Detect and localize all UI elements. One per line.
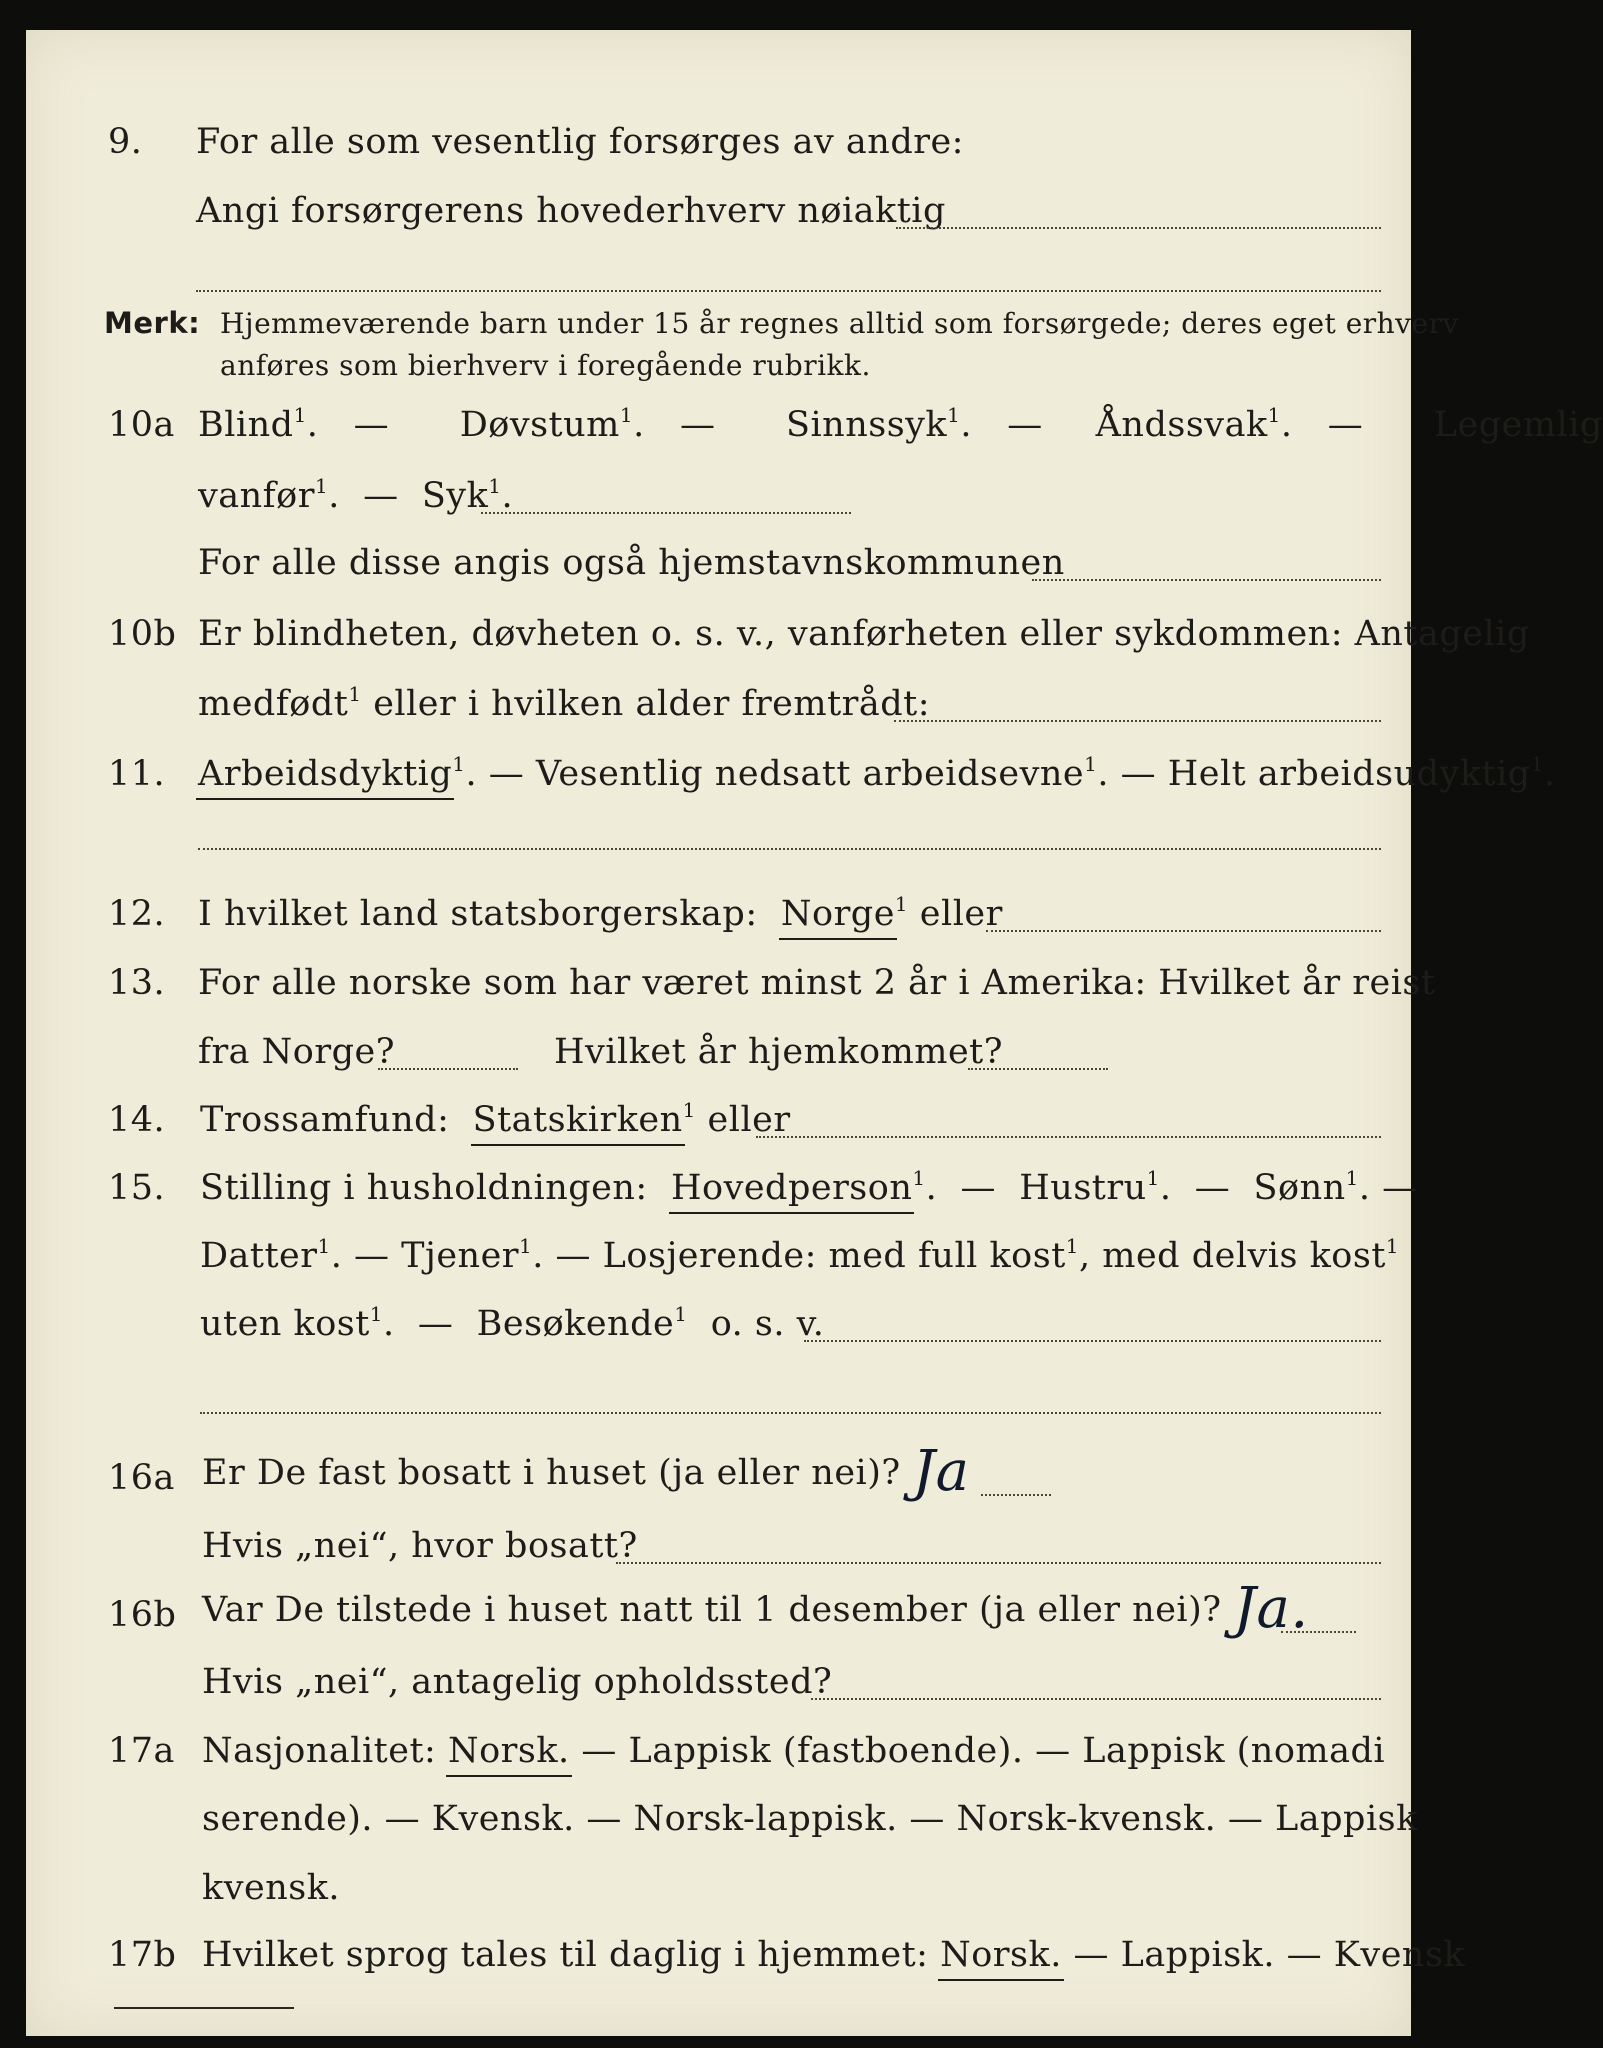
question-10b-line-2: [26, 666, 1411, 736]
question-number: 17a: [108, 1731, 175, 1771]
question-9-line-2: [26, 173, 1411, 243]
question-text: Arbeidsdyktig$^1$. — Vesentlig nedsatt arbeidsevne$^1$. — Helt arbeidsudyktig$^1$.: [198, 752, 1556, 794]
answer-line[interactable]: [811, 1698, 1381, 1700]
question-text: For alle som vesentlig forsørges av andre:: [196, 122, 964, 162]
option-syk[interactable]: Syk: [421, 476, 489, 516]
question-number: 14.: [108, 1100, 166, 1140]
question-text: serende). — Kvensk. — Norsk-lappisk. — Norsk-kvensk. — Lappisk: [202, 1799, 1418, 1839]
question-16b-line-2: [26, 1644, 1411, 1714]
answer-line[interactable]: [986, 930, 1381, 932]
answer-line[interactable]: [616, 1562, 1381, 1564]
question-17a-line-3: [26, 1850, 1411, 1920]
option-datter[interactable]: Datter: [200, 1236, 318, 1276]
question-14-line: [26, 1082, 1411, 1152]
answer-line[interactable]: [894, 720, 1381, 722]
merk-note-line-2: [26, 324, 1411, 394]
question-label: Nasjonalitet:: [202, 1731, 437, 1771]
question-16a-line-2: [26, 1508, 1411, 1578]
question-15-answer-line: [26, 1358, 1411, 1428]
footnote-mark: 1: [314, 474, 329, 498]
option-losjerende-full[interactable]: Losjerende: med full kost: [602, 1236, 1066, 1276]
question-label: Hvilket sprog tales til daglig i hjemmet:: [202, 1935, 929, 1975]
question-text: For alle norske som har været minst 2 år i Amerika: Hvilket år reist: [198, 963, 1436, 1003]
question-number: 12.: [108, 894, 166, 934]
footnote-mark: 1: [317, 1234, 331, 1258]
footnote-separator: [114, 2007, 294, 2009]
answer-line[interactable]: [981, 1494, 1051, 1496]
question-number: 10b: [108, 614, 177, 654]
question-label: I hvilket land statsborgerskap:: [198, 894, 758, 934]
question-text: Hvilket år hjemkommet?: [554, 1032, 1004, 1072]
question-text: For alle disse angis også hjemstavnskommunen: [198, 543, 1065, 583]
footnote-mark: 1: [369, 1302, 384, 1326]
footnote-mark: 1: [1146, 1166, 1160, 1190]
question-number: 16b: [108, 1595, 177, 1635]
question-number: 9.: [108, 122, 143, 162]
question-11-answer-line: [26, 794, 1411, 864]
question-text: vanfør$^1$. — Syk$^1$.: [198, 474, 514, 516]
footnote-mark: 1: [894, 892, 909, 916]
footnote-mark: 1: [1267, 403, 1281, 427]
question-15-line-1: [26, 1150, 1418, 1220]
question-text: [202, 1935, 1466, 1975]
question-number: 13.: [108, 963, 166, 1003]
footnote-mark: 1: [674, 1302, 688, 1326]
answer-line[interactable]: [804, 1340, 1381, 1342]
option-uten-kost[interactable]: uten kost: [200, 1304, 370, 1344]
question-text: Hvis „nei“, antagelig opholdssted?: [202, 1662, 833, 1702]
eller-label: eller: [919, 894, 1003, 934]
question-10a-line-3: [26, 525, 1411, 595]
option-andssvak[interactable]: Åndssvak: [1095, 405, 1268, 445]
question-16a-line-1: [26, 1440, 1411, 1510]
question-17a-line-2: [26, 1781, 1418, 1851]
question-label: Er De fast bosatt i huset (ja eller nei)?: [202, 1453, 901, 1493]
footnote-mark: 1: [1065, 1234, 1080, 1258]
merk-text: Hjemmeværende barn under 15 år regnes alltid som forsørgede; deres eget erhverv: [220, 307, 1459, 340]
option-blind[interactable]: Blind: [198, 405, 294, 445]
question-label: Trossamfund:: [200, 1100, 450, 1140]
footnote-mark: 1: [452, 752, 466, 776]
question-10b-line-1: [26, 596, 1530, 666]
question-label: Var De tilstede i huset natt til 1 desember (ja eller nei)?: [202, 1590, 1222, 1630]
question-text: [200, 1100, 1381, 1140]
question-text: uten kost$^1$. — Besøkende$^1$ o. s. v.: [200, 1302, 825, 1344]
footnote-mark: 1: [488, 474, 502, 498]
question-text: [202, 1731, 1411, 1771]
option-medfodt[interactable]: medfødt: [198, 684, 349, 724]
question-10a-line-1: [26, 387, 1603, 457]
option-dovstum[interactable]: Døvstum: [459, 405, 620, 445]
option-arbeidsdyktig-selected[interactable]: Arbeidsdyktig: [198, 754, 453, 794]
question-15-line-2: [26, 1218, 1411, 1288]
question-text: [198, 684, 1381, 724]
option-norsk-selected[interactable]: Norsk.: [940, 1935, 1062, 1975]
merk-text: anføres som bierhverv i foregående rubrikk.: [220, 349, 871, 382]
footnote-mark: 1: [1530, 752, 1544, 776]
option-statskirken-selected[interactable]: Statskirken: [472, 1100, 683, 1140]
handwritten-answer[interactable]: Ja.: [1233, 1576, 1309, 1641]
question-text-rest: eller i hvilken alder fremtrådt:: [373, 684, 931, 724]
question-17b-line: [26, 1917, 1466, 1987]
question-text: Blind$^1$. — Døvstum$^1$. — Sinnssyk$^1$. — Åndssvak$^1$. — Legemlig: [198, 403, 1603, 445]
answer-line[interactable]: [756, 1136, 1381, 1138]
option-norge-selected[interactable]: Norge: [780, 894, 895, 934]
option-sinnssyk[interactable]: Sinnssyk: [785, 405, 948, 445]
question-text: [198, 894, 1381, 934]
option-vanfor[interactable]: vanfør: [198, 476, 315, 516]
footnote-mark: 1: [519, 1234, 533, 1258]
osv-label: o. s. v.: [710, 1304, 825, 1344]
question-text: [202, 1433, 1381, 1504]
footnote-mark: 1: [293, 403, 307, 427]
options-rest: — Lappisk (fastboende). — Lappisk (nomadi: [581, 1731, 1386, 1771]
option-hustru[interactable]: Hustru: [1019, 1168, 1147, 1208]
question-text: Stilling i husholdningen: Hovedperson$^1$. — Hustru$^1$. — Sønn$^1$. —: [200, 1166, 1418, 1208]
option-nedsatt[interactable]: Vesentlig nedsatt arbeidsevne: [535, 754, 1085, 794]
question-15-line-3: [26, 1286, 1411, 1356]
question-17a-line-1: [26, 1713, 1411, 1783]
merk-label: Merk:: [104, 306, 201, 340]
handwritten-answer[interactable]: Ja: [912, 1439, 970, 1504]
footnote-mark: 1: [348, 682, 362, 706]
options-rest: — Lappisk. — Kvensk: [1073, 1935, 1466, 1975]
question-13-line-1: [26, 945, 1436, 1015]
answer-line[interactable]: [198, 848, 1381, 850]
footnote-mark: 1: [1385, 1234, 1400, 1258]
option-losjerende-delvis[interactable]: med delvis kost: [1102, 1236, 1386, 1276]
question-text: Datter$^1$. — Tjener$^1$. — Losjerende: med full kost$^1$, med delvis kost$^1$: [200, 1234, 1400, 1276]
answer-line-reist[interactable]: [378, 1068, 518, 1070]
question-10a-line-2: [26, 458, 1411, 528]
answer-line-hjemkommet[interactable]: [968, 1068, 1108, 1070]
question-label: Stilling i husholdningen:: [200, 1168, 648, 1208]
question-13-line-2: [26, 1014, 1411, 1084]
option-norsk-selected[interactable]: Norsk.: [447, 1731, 570, 1771]
option-besokende[interactable]: Besøkende: [476, 1304, 675, 1344]
census-form-page: [26, 30, 1603, 2036]
footnote-mark: 1: [1084, 752, 1098, 776]
question-text: Er blindheten, døvheten o. s. v., vanførheten eller sykdommen: Antagelig: [198, 614, 1530, 654]
question-16b-line-1: [26, 1577, 1411, 1647]
footnote-mark: 1: [1345, 1166, 1359, 1190]
answer-line[interactable]: [200, 1412, 1381, 1414]
question-number: 17b: [108, 1935, 177, 1975]
question-number: 10a: [108, 405, 175, 445]
footnote-mark: 1: [912, 1166, 926, 1190]
footnote-mark: 1: [682, 1098, 696, 1122]
option-legemlig[interactable]: Legemlig: [1433, 405, 1603, 445]
question-text: Angi forsørgerens hovederhverv nøiaktig: [196, 191, 946, 231]
footnote-mark: 1: [619, 403, 634, 427]
eller-label: eller: [707, 1100, 791, 1140]
question-number: 16a: [108, 1458, 175, 1498]
footnote-mark: 1: [947, 403, 961, 427]
answer-line[interactable]: [1032, 579, 1381, 581]
question-number: 11.: [108, 754, 166, 794]
answer-line[interactable]: [896, 227, 1381, 229]
option-hovedperson-selected[interactable]: Hovedperson: [670, 1168, 913, 1208]
question-number: 15.: [108, 1168, 166, 1208]
option-sonn[interactable]: Sønn: [1253, 1168, 1346, 1208]
question-text: kvensk.: [202, 1868, 341, 1908]
question-text: [202, 1570, 1381, 1641]
answer-line[interactable]: [1281, 1631, 1356, 1633]
option-tjener[interactable]: Tjener: [401, 1236, 520, 1276]
question-9-line-1: [26, 104, 1411, 174]
option-udyktig[interactable]: Helt arbeidsudyktig: [1167, 754, 1531, 794]
answer-line[interactable]: [481, 512, 851, 514]
question-text: Hvis „nei“, hvor bosatt?: [202, 1526, 638, 1566]
question-text: fra Norge?: [198, 1032, 395, 1072]
question-12-line: [26, 876, 1411, 946]
